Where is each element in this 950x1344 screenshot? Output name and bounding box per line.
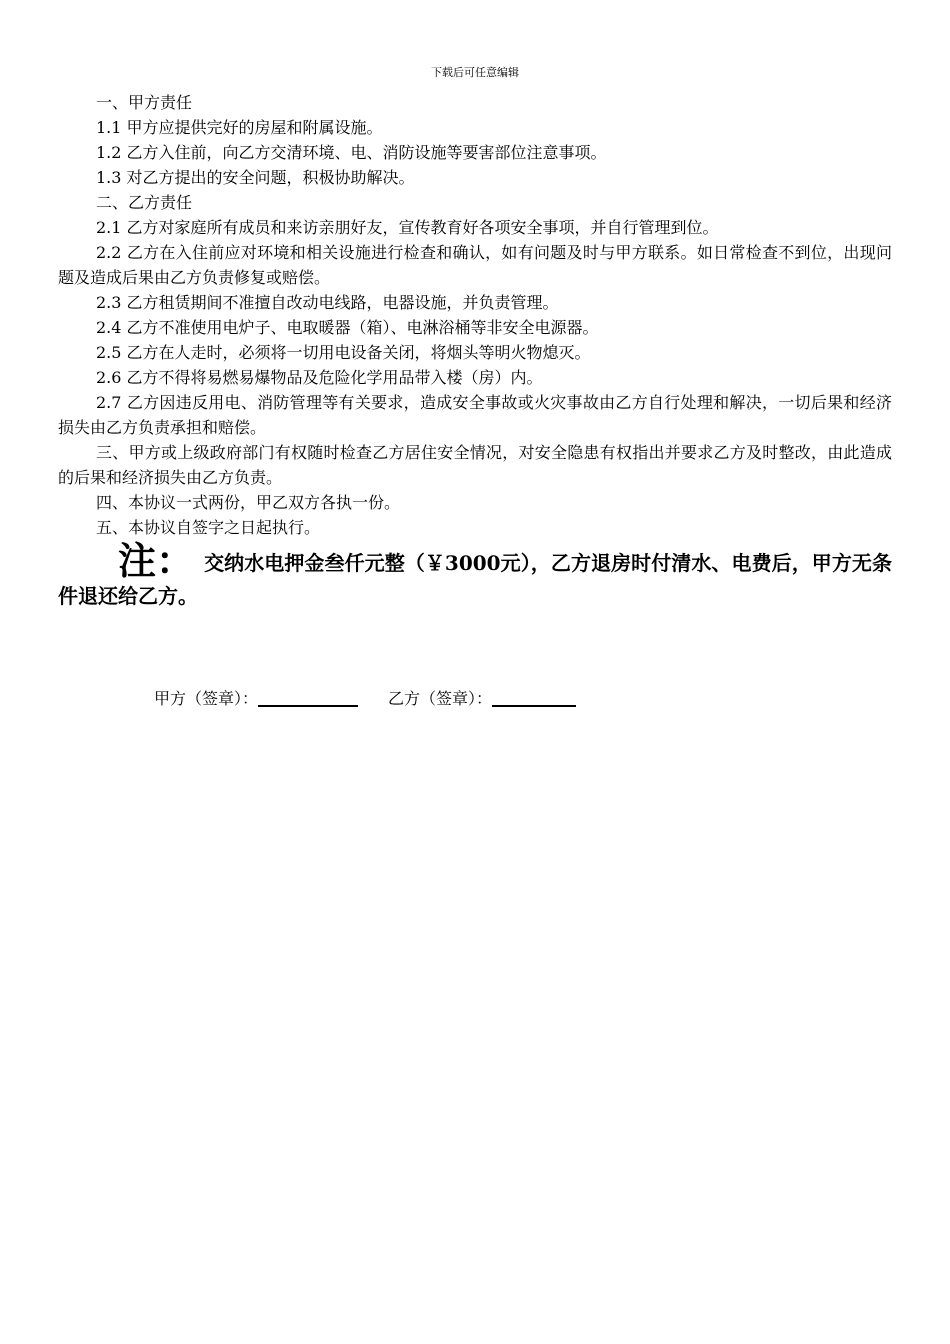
clause-1-1: 1.1 甲方应提供完好的房屋和附属设施。 <box>96 118 383 137</box>
section-heading-party-b: 二、乙方责任 <box>96 193 193 212</box>
party-b-signature-line[interactable] <box>492 689 576 707</box>
section-heading-party-a: 一、甲方责任 <box>96 93 193 112</box>
clause-2-6: 2.6 乙方不得将易燃易爆物品及危险化学用品带入楼（房）内。 <box>96 368 543 387</box>
deposit-note <box>58 538 892 612</box>
party-a-signature-label: 甲方（签章）： <box>154 689 259 708</box>
clause-1-2: 1.2 乙方入住前，向乙方交清环境、电、消防设施等要害部位注意事项。 <box>96 143 607 162</box>
section-four: 四、本协议一式两份，甲乙双方各执一份。 <box>96 493 401 512</box>
section-five: 五、本协议自签字之日起执行。 <box>96 518 321 537</box>
note-label: 注： <box>118 538 195 583</box>
signature-area <box>154 688 754 710</box>
party-a-signature-line[interactable] <box>258 689 358 707</box>
note-text: 交纳水电押金叁仟元整（￥3000元），乙方退房时付清水、电费后，甲方无条件退还给乙方。 <box>58 551 892 608</box>
header-note: 下载后可任意编辑 <box>431 66 519 79</box>
party-b-signature-label: 乙方（签章）： <box>388 689 493 708</box>
clause-2-7: 2.7 乙方因违反用电、消防管理等有关要求，造成安全事故或火灾事故由乙方自行处理和解决，一切后果和经济损失由乙方负责承担和赔偿。 <box>58 393 892 437</box>
clause-2-4: 2.4 乙方不准使用电炉子、电取暖器（箱）、电淋浴桶等非安全电源器。 <box>96 318 599 337</box>
clause-2-2: 2.2 乙方在入住前应对环境和相关设施进行检查和确认，如有问题及时与甲方联系。如日常检查不到位，出现问题及造成后果由乙方负责修复或赔偿。 <box>58 243 892 287</box>
clause-2-3: 2.3 乙方租赁期间不准擅自改动电线路，电器设施，并负责管理。 <box>96 293 559 312</box>
section-three: 三、甲方或上级政府部门有权随时检查乙方居住安全情况，对安全隐患有权指出并要求乙方及时整改，由此造成的后果和经济损失由乙方负责。 <box>58 443 892 487</box>
clause-1-3: 1.3 对乙方提出的安全问题，积极协助解决。 <box>96 168 415 187</box>
agreement-body <box>58 90 892 540</box>
clause-2-5: 2.5 乙方在人走时，必须将一切用电设备关闭，将烟头等明火物熄灭。 <box>96 343 591 362</box>
clause-2-1: 2.1 乙方对家庭所有成员和来访亲朋好友，宣传教育好各项安全事项，并自行管理到位。 <box>96 218 719 237</box>
